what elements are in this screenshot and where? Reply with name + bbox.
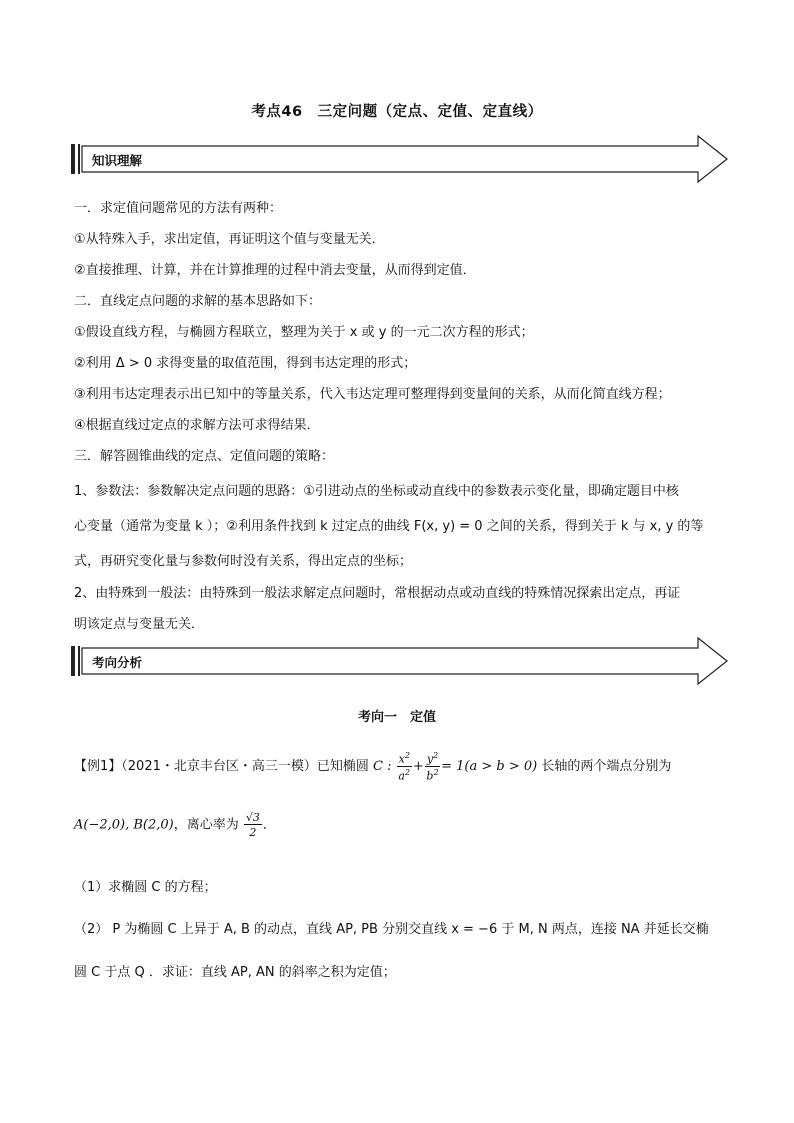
example-intro: 【例1】（2021・北京丰台区・高三一模）已知椭圆 — [74, 759, 369, 775]
text-line: ④根据直线过定点的求解方法可求得结果． — [74, 418, 320, 433]
text-line: ①假设直线方程，与椭圆方程联立，整理为关于 x 或 y 的一元二次方程的形式； — [74, 325, 534, 340]
arrow-banner-icon — [70, 134, 730, 184]
question-2-line-2: 圆 C 于点 Q ．求证：直线 AP, AN 的斜率之积为定值； — [74, 965, 396, 980]
subsection-title: 考向一 定值 — [357, 710, 436, 725]
section-banner-analysis — [70, 636, 730, 686]
arrow-banner-icon — [70, 636, 730, 686]
ellipse-equation: C : $\frac{x^2}{a^2}$ + $\frac{y^2}{b^2}$ = 1(a > b > 0) — [373, 751, 542, 783]
text-line: ②利用 Δ > 0 求得变量的取值范围，得到韦达定理的形式； — [74, 356, 417, 371]
example-line-2: A(−2,0), B(2,0)，离心率为 $\frac{√3}{2}$ ． — [74, 811, 276, 839]
example-intro-end: 长轴的两个端点分别为 — [541, 759, 672, 775]
eccentricity-label: ，离心率为 — [173, 817, 239, 833]
section-label: 知识理解 — [92, 153, 143, 168]
text-line: 明该定点与变量无关． — [74, 617, 205, 632]
text-line: ②直接推理、计算，并在计算推理的过程中消去变量，从而得到定值． — [74, 263, 476, 278]
section-label: 考向分析 — [92, 655, 143, 670]
text-line: 三．解答圆锥曲线的定点、定值问题的策略： — [74, 449, 335, 464]
section-banner-knowledge — [70, 134, 730, 184]
text-line: 式，再研究变化量与参数何时没有关系，得出定点的坐标； — [74, 554, 413, 569]
endpoints: A(−2,0), B(2,0) — [74, 817, 174, 833]
text-line: 1、参数法：参数解决定点问题的思路：①引进动点的坐标或动直线中的参数表示变化量，即确定题目中核 — [74, 484, 679, 499]
page-title: 考点46 三定问题（定点、定值、定直线） — [251, 104, 543, 120]
text-line: 二．直线定点问题的求解的基本思路如下： — [74, 294, 322, 309]
text-line: 心变量（通常为变量 k ）；②利用条件找到 k 过定点的曲线 F(x, y) = 0 之间的关系，得到关于 k 与 x, y 的等 — [74, 519, 704, 534]
eccentricity-value: $\frac{√3}{2}$ — [245, 811, 260, 839]
text-line: 2、由特殊到一般法：由特殊到一般法求解定点问题时，常根据动点或动直线的特殊情况探索出定点，再证 — [74, 586, 681, 601]
text-line: ③利用韦达定理表示出已知中的等量关系，代入韦达定理可整理得到变量间的关系，从而化简直线方程； — [74, 387, 671, 402]
question-1: （1）求椭圆 C 的方程； — [74, 880, 217, 895]
example-line-1 — [74, 752, 671, 781]
text-line: ①从特殊入手，求出定值，再证明这个值与变量无关． — [74, 232, 385, 247]
text-line: 一．求定值问题常见的方法有两种： — [74, 201, 283, 216]
question-2-line-1: （2） P 为椭圆 C 上异于 A, B 的动点，直线 AP, PB 分别交直线 x = −6 于 M, N 两点，连接 NA 并延长交椭 — [74, 922, 709, 937]
